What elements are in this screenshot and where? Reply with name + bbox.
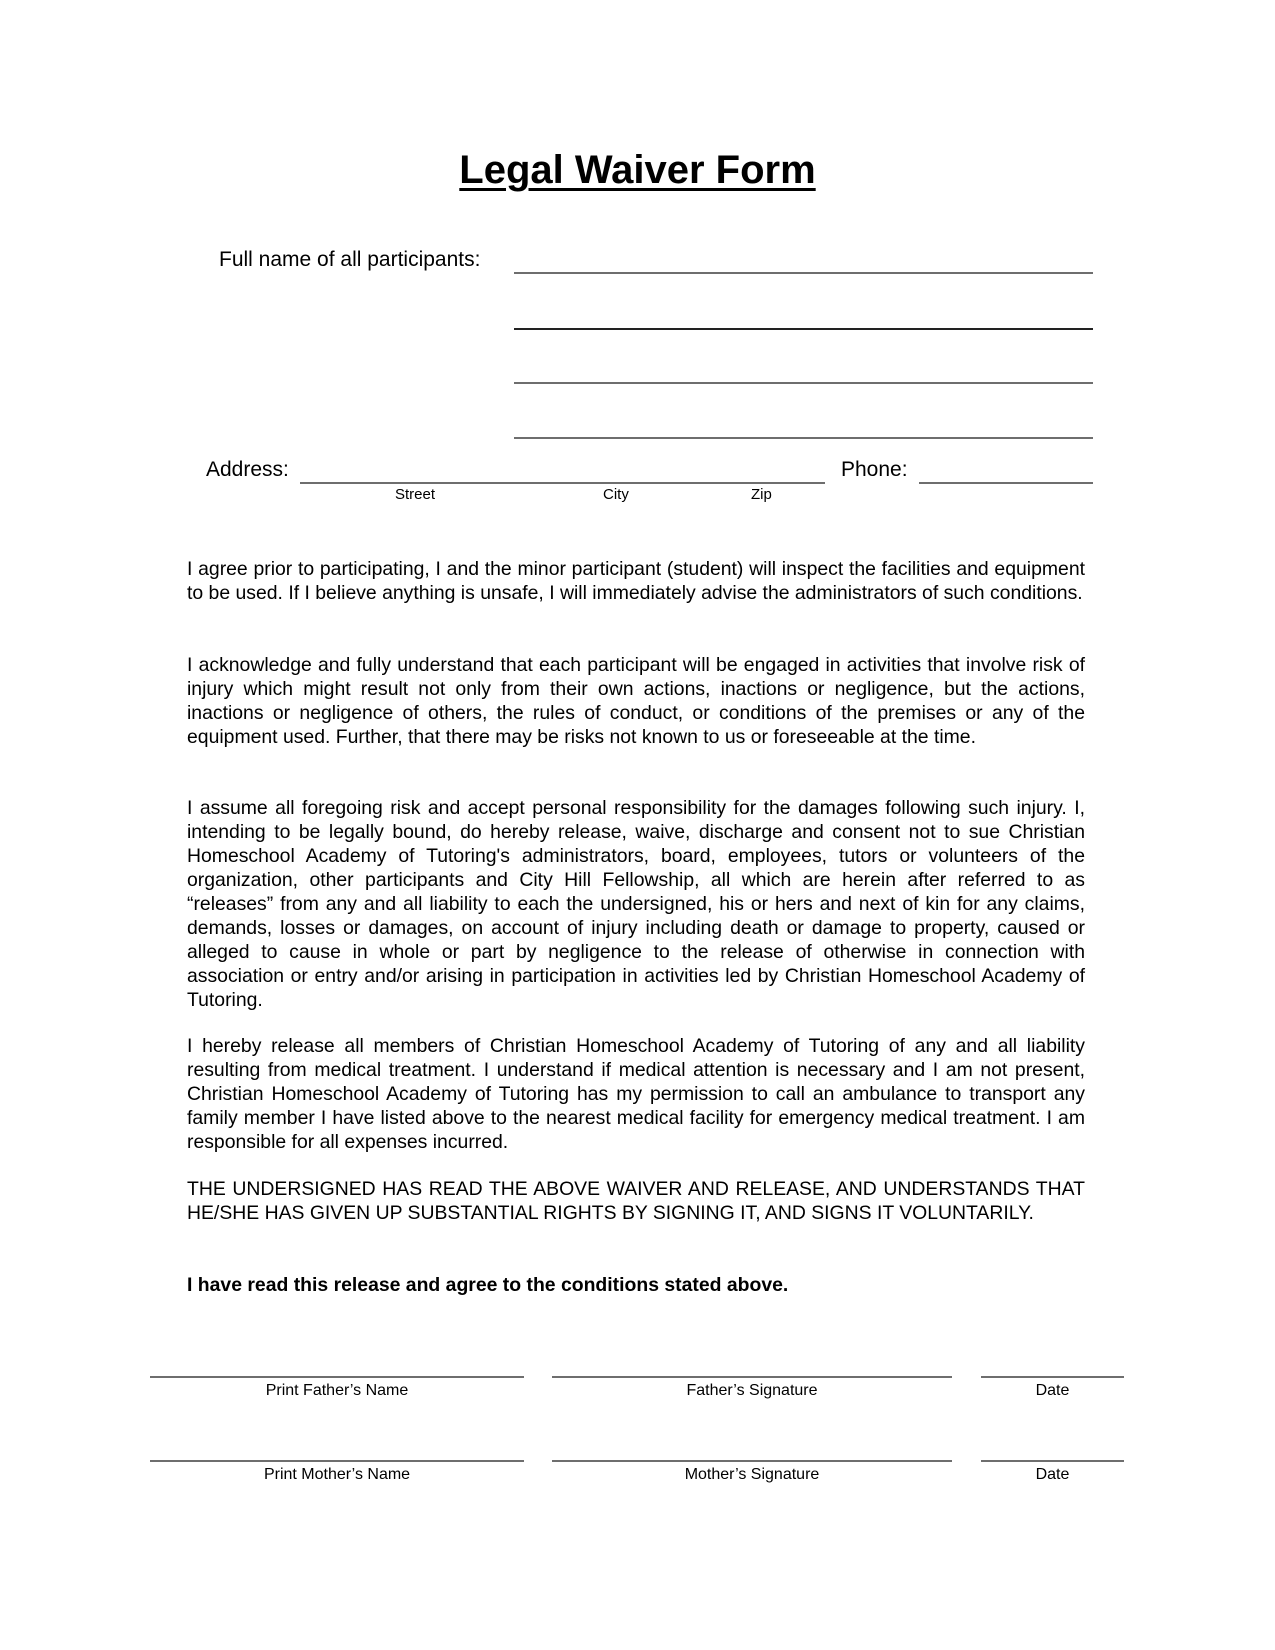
father-name-line [150,1376,524,1378]
mother-date-label: Date [1035,1466,1070,1483]
phone-line [919,482,1093,484]
city-sublabel: City [603,486,629,503]
address-field[interactable] [300,460,825,484]
participant-field-2[interactable] [514,306,1093,330]
mother-signature-label: Mother’s Signature [684,1466,820,1483]
father-date-label: Date [1035,1382,1070,1399]
participant-field-4[interactable] [514,415,1093,439]
father-signature-label: Father’s Signature [686,1382,818,1399]
participant-input-3[interactable] [518,360,1088,382]
address-label: Address: [206,458,289,481]
participant-input-4[interactable] [518,415,1088,437]
zip-sublabel: Zip [751,486,772,503]
mother-signature-field[interactable] [552,1452,952,1492]
participant-line-2 [514,328,1093,330]
phone-label: Phone: [841,458,908,481]
address-line [300,482,825,484]
address-input[interactable] [304,460,819,482]
page-title: Legal Waiver Form [459,148,816,192]
mother-signature-line [552,1460,952,1462]
participant-line-4 [514,437,1093,439]
participant-input-2[interactable] [518,306,1088,328]
paragraph-acknowledge-risk: I acknowledge and fully understand that each participant will be engaged in activities that involve risk of injury which might result not only from their own actions, inactions or negligence, but the actions, inactions or negligence of others, the rules of conduct, or conditions of the premises or any of the equipment used. Further, that there may be risks not known to us or foreseeable at the time. [187,654,1085,748]
participant-field-1[interactable] [514,250,1093,274]
paragraph-medical-treatment: I hereby release all members of Christian Homeschool Academy of Tutoring of any and all liability resulting from medical treatment. I understand if medical attention is necessary and I am not present, Christian Homeschool Academy of Tutoring has my permission to call an ambulance to transport any family member I have listed above to the nearest medical facility for emergency medical treatment. I am responsible for all expenses incurred. [187,1035,1085,1153]
father-name-label: Print Father’s Name [265,1382,409,1399]
participant-field-3[interactable] [514,360,1093,384]
father-signature-line [552,1376,952,1378]
participant-input-1[interactable] [518,250,1088,272]
mother-name-line [150,1460,524,1462]
phone-field[interactable] [919,460,1093,484]
participant-line-1 [514,272,1093,274]
agreement-statement: I have read this release and agree to the conditions stated above. [187,1274,789,1296]
mother-name-label: Print Mother’s Name [263,1466,411,1483]
mother-date-field[interactable] [981,1452,1124,1492]
street-sublabel: Street [395,486,436,503]
participants-label: Full name of all participants: [219,248,481,271]
father-date-field[interactable] [981,1368,1124,1408]
participant-line-3 [514,382,1093,384]
paragraph-undersigned-notice: THE UNDERSIGNED HAS READ THE ABOVE WAIVER AND RELEASE, AND UNDERSTANDS THAT HE/SHE HAS GIVEN UP SUBSTANTIAL RIGHTS BY SIGNING IT, AND SIGNS IT VOLUNTARILY. [187,1178,1085,1224]
father-signature-field[interactable] [552,1368,952,1408]
father-date-line [981,1376,1124,1378]
mother-date-line [981,1460,1124,1462]
paragraph-release-liability: I assume all foregoing risk and accept personal responsibility for the damages following such injury. I, intending to be legally bound, do hereby release, waive, discharge and consent not to sue Christian Homeschool Academy of Tutoring's administrators, board, employees, tutors or volunteers of the organization, other participants and City Hill Fellowship, all which are herein after referred to as “releases” from any and all liability to each the undersigned, his or hers and next of kin for any claims, demands, losses or damages, on account of injury including death or damage to property, caused or alleged to cause in whole or part by negligence to the release of otherwise in connection with association or entry and/or arising in participation in activities led by Christian Homeschool Academy of Tutoring. [187,797,1085,1011]
phone-input[interactable] [923,460,1089,482]
mother-name-field[interactable] [150,1452,524,1492]
paragraph-inspection: I agree prior to participating, I and the minor participant (student) will inspect the facilities and equipment to be used. If I believe anything is unsafe, I will immediately advise the administrators of such conditions. [187,558,1085,604]
father-name-field[interactable] [150,1368,524,1408]
